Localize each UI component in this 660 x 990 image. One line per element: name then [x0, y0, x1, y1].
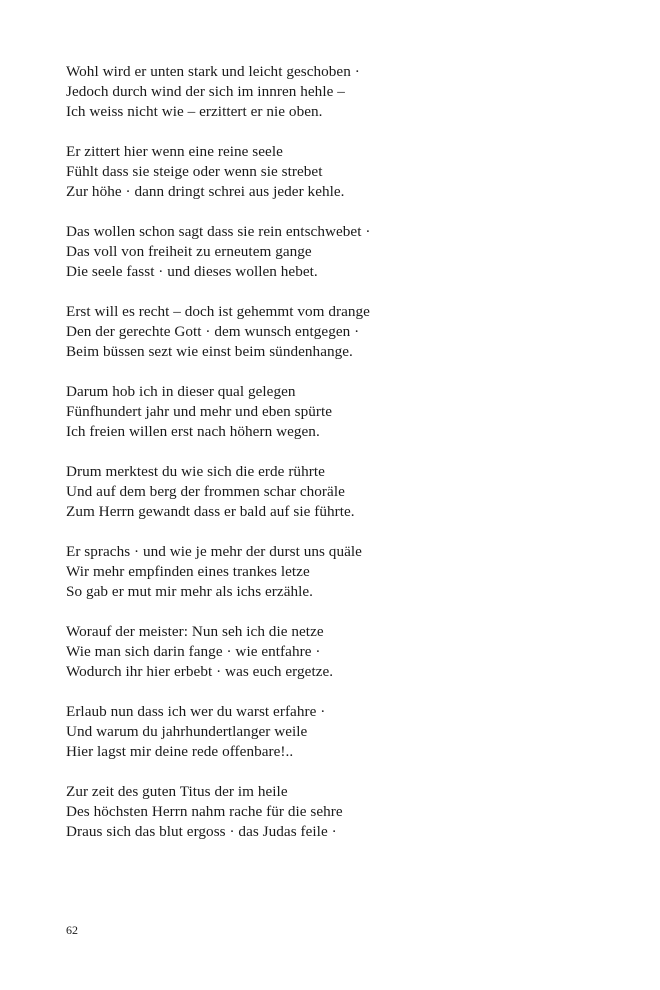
verse-line: Fünfhundert jahr und mehr und eben spürte	[66, 403, 333, 420]
verse-line: Ich weiss nicht wie – erzittert er nie oben.	[66, 103, 323, 120]
stanza	[66, 62, 626, 122]
verse-line: Draus sich das blut ergoss · das Judas feile ·	[66, 823, 337, 840]
verse-line: Das voll von freiheit zu erneutem gange	[66, 243, 312, 260]
verse-line: Wir mehr empfinden eines trankes letze	[66, 563, 310, 580]
stanza	[66, 222, 626, 282]
verse-line: Wodurch ihr hier erbebt · was euch ergetze.	[66, 663, 334, 680]
verse-line: Jedoch durch wind der sich im innren hehle –	[66, 83, 345, 100]
verse-line: Des höchsten Herrn nahm rache für die sehre	[66, 803, 343, 820]
verse-line: Und auf dem berg der frommen schar choräle	[66, 483, 345, 500]
verse-line: Die seele fasst · und dieses wollen hebet.	[66, 263, 318, 280]
stanza	[66, 622, 626, 682]
verse-line: Erst will es recht – doch ist gehemmt vom drange	[66, 303, 370, 320]
verse-line: Er zittert hier wenn eine reine seele	[66, 143, 283, 160]
verse-line: Zur höhe · dann dringt schrei aus jeder kehle.	[66, 183, 345, 200]
verse-line: Ich freien willen erst nach höhern wegen.	[66, 423, 320, 440]
page-number: 62	[66, 923, 78, 937]
verse-line: Wie man sich darin fange · wie entfahre ·	[66, 643, 321, 660]
stanza	[66, 382, 626, 442]
verse-line: Hier lagst mir deine rede offenbare!..	[66, 743, 294, 760]
verse-line: Fühlt dass sie steige oder wenn sie strebet	[66, 163, 323, 180]
stanza	[66, 542, 626, 602]
stanza	[66, 702, 626, 762]
verse-line: Zum Herrn gewandt dass er bald auf sie führte.	[66, 503, 355, 520]
poem-text	[66, 62, 626, 862]
stanza	[66, 142, 626, 202]
verse-line: Beim büssen sezt wie einst beim sündenhange.	[66, 343, 353, 360]
verse-line: Worauf der meister: Nun seh ich die netze	[66, 623, 324, 640]
verse-line: Zur zeit des guten Titus der im heile	[66, 783, 288, 800]
verse-line: Drum merktest du wie sich die erde rührte	[66, 463, 325, 480]
verse-line: So gab er mut mir mehr als ichs erzähle.	[66, 583, 314, 600]
verse-line: Den der gerechte Gott · dem wunsch entgegen ·	[66, 323, 360, 340]
verse-line: Darum hob ich in dieser qual gelegen	[66, 383, 296, 400]
stanza	[66, 302, 626, 362]
verse-line: Erlaub nun dass ich wer du warst erfahre ·	[66, 703, 326, 720]
verse-line: Er sprachs · und wie je mehr der durst uns quäle	[66, 543, 362, 560]
verse-line: Und warum du jahrhundertlanger weile	[66, 723, 308, 740]
stanza	[66, 782, 626, 842]
stanza	[66, 462, 626, 522]
verse-line: Das wollen schon sagt dass sie rein entschwebet ·	[66, 223, 371, 240]
verse-line: Wohl wird er unten stark und leicht geschoben ·	[66, 63, 360, 80]
